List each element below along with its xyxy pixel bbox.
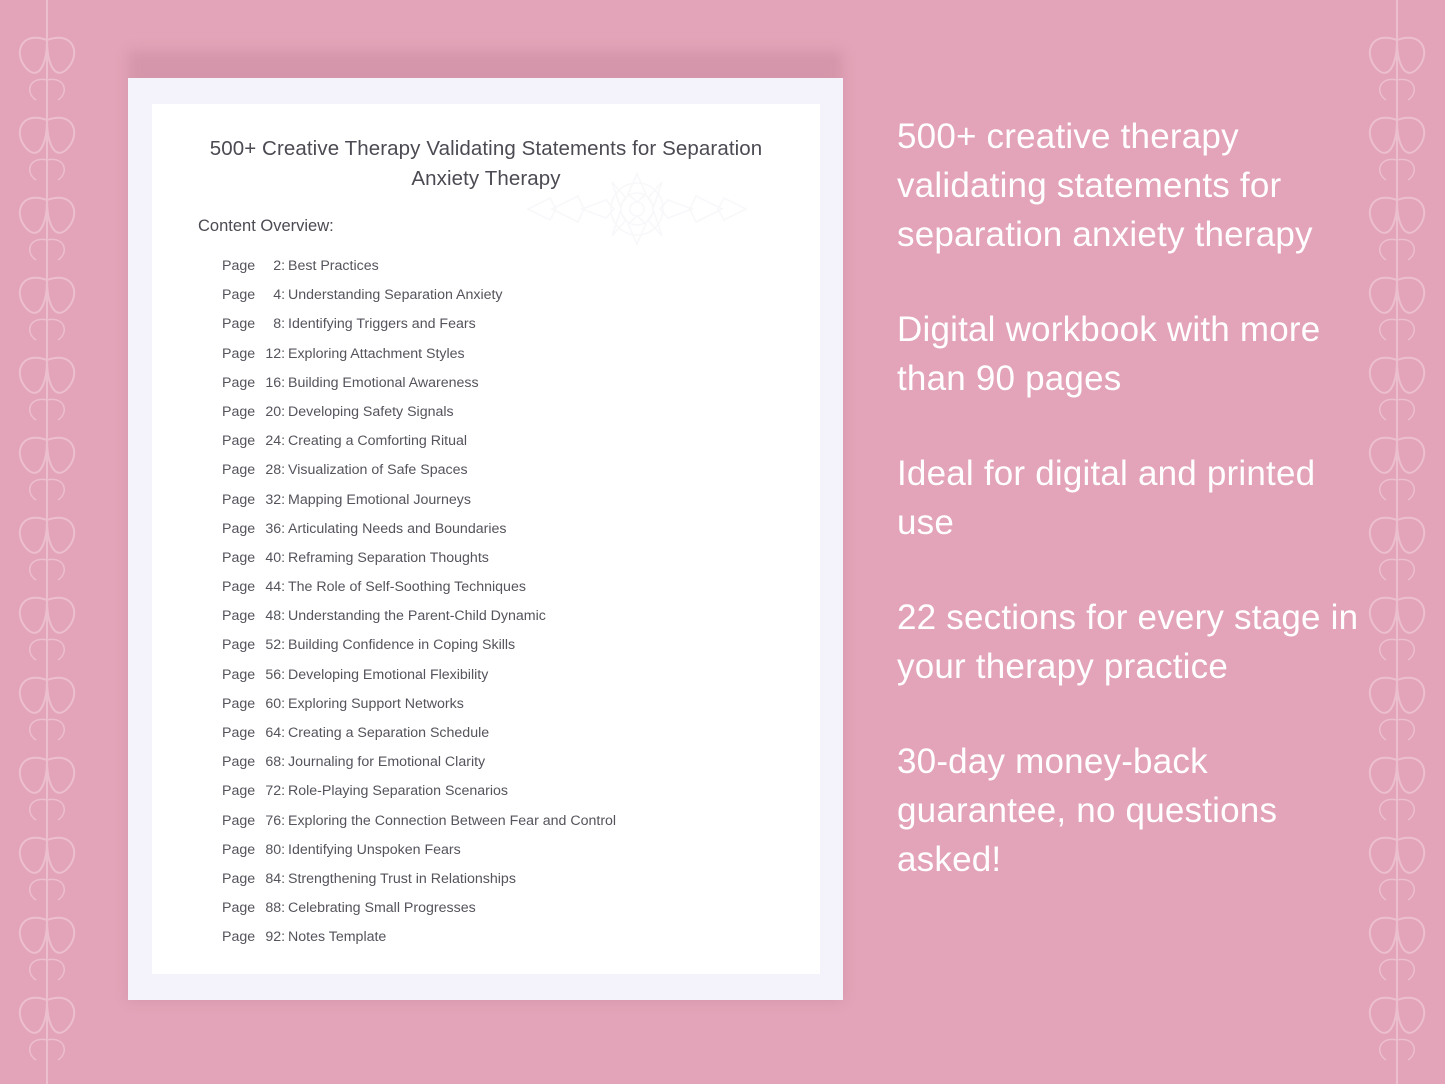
toc-page-label: Page 84: xyxy=(222,870,286,887)
toc-row xyxy=(222,894,782,923)
toc-page-label: Page 56: xyxy=(222,666,286,683)
toc-page-label: Page 44: xyxy=(222,579,286,596)
toc-page-label: Page 60: xyxy=(222,695,286,712)
toc-entry-title: Strengthening Trust in Relationships xyxy=(288,870,516,887)
toc-entry-title: Articulating Needs and Boundaries xyxy=(288,520,507,537)
toc-row xyxy=(222,807,782,836)
marketing-copy xyxy=(897,112,1367,884)
toc-page-label: Page 20: xyxy=(222,403,286,420)
toc-entry-title: Journaling for Emotional Clarity xyxy=(288,754,486,771)
toc-row xyxy=(222,573,782,602)
toc-row xyxy=(222,310,782,339)
toc-entry-title: The Role of Self-Soothing Techniques xyxy=(288,579,526,596)
document-page-preview xyxy=(152,104,820,974)
toc-entry-title: Identifying Triggers and Fears xyxy=(288,316,476,333)
toc-entry-title: Identifying Unspoken Fears xyxy=(288,841,461,858)
marketing-line-2: Digital workbook with more than 90 pages xyxy=(897,310,1321,398)
toc-row xyxy=(222,486,782,515)
toc-row xyxy=(222,398,782,427)
toc-page-label: Page 68: xyxy=(222,754,286,771)
toc-entry-title: Reframing Separation Thoughts xyxy=(288,549,489,566)
toc-row xyxy=(222,427,782,456)
toc-row xyxy=(222,252,782,281)
toc-entry-title: Notes Template xyxy=(288,929,387,946)
toc-row xyxy=(222,369,782,398)
toc-row xyxy=(222,456,782,485)
toc-row xyxy=(222,690,782,719)
toc-row xyxy=(222,631,782,660)
toc-page-label: Page 16: xyxy=(222,374,286,391)
toc-page-label: Page 24: xyxy=(222,433,286,450)
toc-entry-title: Developing Emotional Flexibility xyxy=(288,666,489,683)
toc-entry-title: Exploring Attachment Styles xyxy=(288,345,465,362)
toc-row xyxy=(222,281,782,310)
toc-entry-title: Creating a Comforting Ritual xyxy=(288,433,467,450)
toc-page-label: Page 92: xyxy=(222,929,286,946)
toc-page-label: Page 52: xyxy=(222,637,286,654)
toc-entry-title: Exploring Support Networks xyxy=(288,695,464,712)
toc-row xyxy=(222,923,782,952)
toc-row xyxy=(222,748,782,777)
marketing-line-5: 30-day money-back guarantee, no questions asked! xyxy=(897,742,1278,879)
toc-page-label: Page 4: xyxy=(222,287,286,304)
toc-entry-title: Building Confidence in Coping Skills xyxy=(288,637,516,654)
toc-page-label: Page 32: xyxy=(222,491,286,508)
marketing-line-3: Ideal for digital and printed use xyxy=(897,454,1316,542)
toc-entry-title: Creating a Separation Schedule xyxy=(288,725,490,741)
marketing-line-1: 500+ creative therapy validating statements for separation anxiety therapy xyxy=(897,117,1313,254)
toc-row xyxy=(222,602,782,631)
toc-row xyxy=(222,865,782,894)
toc-page-label: Page 2: xyxy=(222,258,286,274)
floral-border-left-icon xyxy=(0,0,95,1084)
toc-row xyxy=(222,544,782,573)
toc-entry-title: Understanding Separation Anxiety xyxy=(288,287,503,304)
toc-entry-title: Exploring the Connection Between Fear and Control xyxy=(288,812,617,829)
toc-page-label: Page 40: xyxy=(222,549,286,566)
toc-entry-title: Celebrating Small Progresses xyxy=(288,900,476,917)
toc-entry-title: Understanding the Parent-Child Dynamic xyxy=(288,608,546,625)
table-of-contents xyxy=(222,252,782,953)
document-content xyxy=(152,104,820,974)
toc-row xyxy=(222,515,782,544)
toc-page-label: Page 36: xyxy=(222,520,286,537)
toc-entry-title: Role-Playing Separation Scenarios xyxy=(288,783,509,800)
toc-entry-title: Building Emotional Awareness xyxy=(288,374,479,391)
toc-page-label: Page 72: xyxy=(222,783,286,800)
toc-entry-title: Mapping Emotional Journeys xyxy=(288,491,471,508)
toc-page-label: Page 64: xyxy=(222,725,286,741)
marketing-line-4: 22 sections for every stage in your therapy practice xyxy=(897,598,1359,686)
toc-page-label: Page 12: xyxy=(222,345,286,362)
toc-entry-title: Developing Safety Signals xyxy=(288,403,454,420)
toc-entry-title: Visualization of Safe Spaces xyxy=(288,462,468,479)
toc-page-label: Page 48: xyxy=(222,608,286,625)
toc-row xyxy=(222,340,782,369)
toc-page-label: Page 76: xyxy=(222,812,286,829)
toc-page-label: Page 88: xyxy=(222,900,286,917)
content-overview-label: Content Overview: xyxy=(198,217,334,235)
toc-page-label: Page 8: xyxy=(222,316,286,333)
toc-page-label: Page 28: xyxy=(222,462,286,479)
toc-page-label: Page 80: xyxy=(222,841,286,858)
toc-row xyxy=(222,661,782,690)
document-title: 500+ Creative Therapy Validating Statements for Separation Anxiety Therapy xyxy=(209,137,763,190)
toc-row xyxy=(222,777,782,806)
toc-row xyxy=(222,836,782,865)
toc-row xyxy=(222,719,782,748)
toc-entry-title: Best Practices xyxy=(288,258,379,274)
